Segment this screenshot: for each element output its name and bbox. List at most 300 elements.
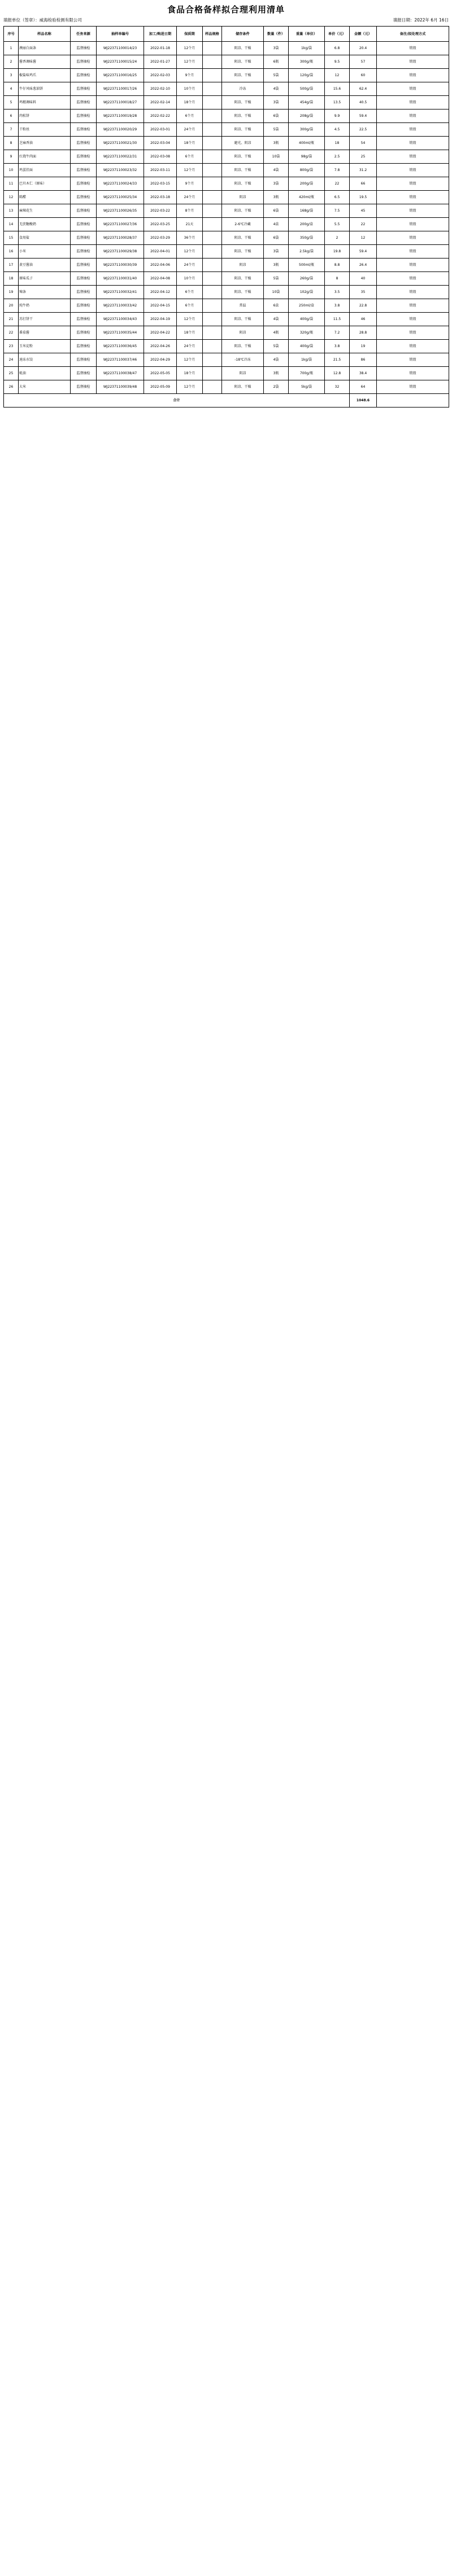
- table-row: [4, 177, 449, 191]
- table-row: [4, 245, 449, 259]
- sample-spec-cell: [203, 96, 222, 109]
- weight-cell: 454g/袋: [289, 96, 325, 109]
- column-header: 单价（元）: [325, 27, 350, 42]
- quantity-cell: 4袋: [264, 313, 289, 326]
- disposal-method-cell: 销毁: [377, 109, 449, 123]
- sample-name-cell: 大米: [19, 380, 71, 394]
- storage-condition-cell: 2-6℃冷藏: [222, 218, 264, 231]
- disposal-method-cell: 销毁: [377, 367, 449, 380]
- production-date-cell: 2022-05-09: [144, 380, 177, 394]
- task-source-cell: 监督抽检: [71, 353, 97, 367]
- sample-spec-cell: [203, 123, 222, 137]
- shelf-life-cell: 6个月: [177, 109, 203, 123]
- shelf-life-cell: 6个月: [177, 286, 203, 299]
- quantity-cell: 3瓶: [264, 191, 289, 204]
- table-row: [4, 286, 449, 299]
- unit-price-cell: 12: [325, 69, 350, 82]
- quantity-cell: 10袋: [264, 150, 289, 164]
- sampling-form-no-cell: WJ22371100036/45: [97, 340, 144, 353]
- sampling-form-no-cell: WJ22371100016/25: [97, 69, 144, 82]
- unit-price-cell: 7.2: [325, 326, 350, 340]
- sample-name-cell: 纯牛奶: [19, 299, 71, 313]
- storage-condition-cell: 避光、阴凉: [222, 137, 264, 150]
- quantity-cell: 4袋: [264, 164, 289, 177]
- disposal-method-cell: 销毁: [377, 245, 449, 259]
- table-row: [4, 218, 449, 231]
- production-date-cell: 2022-04-19: [144, 313, 177, 326]
- sample-name-cell: 玉米淀粉: [19, 340, 71, 353]
- quantity-cell: 4袋: [264, 82, 289, 96]
- quantity-cell: 6袋: [264, 231, 289, 245]
- amount-cell: 22.8: [350, 299, 377, 313]
- row-index-cell: 26: [4, 380, 19, 394]
- shelf-life-cell: 9个月: [177, 69, 203, 82]
- production-date-cell: 2022-04-08: [144, 272, 177, 286]
- sample-spec-cell: [203, 218, 222, 231]
- quantity-cell: 3袋: [264, 96, 289, 109]
- table-header-row: [4, 27, 449, 42]
- production-date-cell: 2022-03-22: [144, 204, 177, 218]
- sample-name-cell: 原味瓜子: [19, 272, 71, 286]
- sample-name-cell: 椒盐味鸡爪: [19, 69, 71, 82]
- unit-price-cell: 8: [325, 272, 350, 286]
- disposal-method-cell: 销毁: [377, 123, 449, 137]
- production-date-cell: 2022-04-22: [144, 326, 177, 340]
- weight-cell: 400ml/瓶: [289, 137, 325, 150]
- column-header: 序号: [4, 27, 19, 42]
- task-source-cell: 监督抽检: [71, 272, 97, 286]
- total-amount: 1048.6: [350, 394, 377, 408]
- disposal-method-cell: 销毁: [377, 177, 449, 191]
- production-date-cell: 2022-04-26: [144, 340, 177, 353]
- unit-price-cell: 5.5: [325, 218, 350, 231]
- quantity-cell: 5袋: [264, 123, 289, 137]
- row-index-cell: 19: [4, 286, 19, 299]
- weight-cell: 200g/袋: [289, 177, 325, 191]
- sampling-form-no-cell: WJ22371100037/46: [97, 353, 144, 367]
- table-row: [4, 326, 449, 340]
- sample-name-cell: 酱香调味酱: [19, 55, 71, 69]
- sampling-form-no-cell: WJ22371100033/42: [97, 299, 144, 313]
- table-row: [4, 123, 449, 137]
- sample-spec-cell: [203, 137, 222, 150]
- production-date-cell: 2022-04-01: [144, 245, 177, 259]
- storage-condition-cell: 阴凉: [222, 326, 264, 340]
- sample-spec-cell: [203, 380, 222, 394]
- row-index-cell: 17: [4, 259, 19, 272]
- task-source-cell: 监督抽检: [71, 340, 97, 353]
- row-index-cell: 2: [4, 55, 19, 69]
- table-row: [4, 82, 449, 96]
- unit-price-cell: 13.5: [325, 96, 350, 109]
- storage-condition-cell: 阴凉、干燥: [222, 55, 264, 69]
- production-date-cell: 2022-03-25: [144, 218, 177, 231]
- sample-spec-cell: [203, 204, 222, 218]
- sampling-form-no-cell: WJ22371100038/47: [97, 367, 144, 380]
- row-index-cell: 13: [4, 204, 19, 218]
- shelf-life-cell: 12个月: [177, 313, 203, 326]
- table-row: [4, 109, 449, 123]
- table-row: [4, 380, 449, 394]
- weight-cell: 102g/袋: [289, 286, 325, 299]
- unit-price-cell: 4.5: [325, 123, 350, 137]
- row-index-cell: 11: [4, 177, 19, 191]
- disposal-method-cell: 销毁: [377, 313, 449, 326]
- production-date-cell: 2022-04-29: [144, 353, 177, 367]
- production-date-cell: 2022-03-15: [144, 177, 177, 191]
- amount-cell: 19: [350, 340, 377, 353]
- storage-condition-cell: 阴凉、干燥: [222, 313, 264, 326]
- unit-price-cell: 32: [325, 380, 350, 394]
- reporting-unit: [3, 17, 82, 23]
- amount-cell: 66: [350, 177, 377, 191]
- production-date-cell: 2022-03-08: [144, 150, 177, 164]
- storage-condition-cell: 阴凉、干燥: [222, 177, 264, 191]
- storage-condition-cell: 阴凉、干燥: [222, 150, 264, 164]
- table-row: [4, 69, 449, 82]
- column-header: 数量（件）: [264, 27, 289, 42]
- sample-spec-cell: [203, 326, 222, 340]
- table-row: [4, 164, 449, 177]
- weight-cell: 800g/袋: [289, 164, 325, 177]
- sample-spec-cell: [203, 272, 222, 286]
- storage-condition-cell: 阴凉、干燥: [222, 69, 264, 82]
- production-date-cell: 2022-02-22: [144, 109, 177, 123]
- disposal-method-cell: 销毁: [377, 55, 449, 69]
- quantity-cell: 5袋: [264, 272, 289, 286]
- production-date-cell: 2022-01-27: [144, 55, 177, 69]
- sample-spec-cell: [203, 150, 222, 164]
- sample-name-cell: 麻辣花生: [19, 204, 71, 218]
- row-index-cell: 12: [4, 191, 19, 204]
- shelf-life-cell: 12个月: [177, 380, 203, 394]
- storage-condition-cell: 阴凉、干燥: [222, 380, 264, 394]
- sampling-form-no-cell: WJ22371100024/33: [97, 177, 144, 191]
- sample-name-cell: 小米: [19, 245, 71, 259]
- sample-spec-cell: [203, 42, 222, 55]
- unit-price-cell: 2: [325, 231, 350, 245]
- shelf-life-cell: 18个月: [177, 367, 203, 380]
- table-row: [4, 259, 449, 272]
- sample-spec-cell: [203, 191, 222, 204]
- production-date-cell: 2022-03-04: [144, 137, 177, 150]
- storage-condition-cell: 阴凉、干燥: [222, 272, 264, 286]
- shelf-life-cell: 12个月: [177, 353, 203, 367]
- amount-cell: 38.4: [350, 367, 377, 380]
- task-source-cell: 监督抽检: [71, 326, 97, 340]
- row-index-cell: 5: [4, 96, 19, 109]
- table-row: [4, 137, 449, 150]
- unit-price-cell: 6.5: [325, 191, 350, 204]
- row-index-cell: 23: [4, 340, 19, 353]
- sample-spec-cell: [203, 109, 222, 123]
- weight-cell: 2.5kg/袋: [289, 245, 325, 259]
- unit-price-cell: 19.8: [325, 245, 350, 259]
- row-index-cell: 9: [4, 150, 19, 164]
- column-header: 金额（元）: [350, 27, 377, 42]
- sample-name-cell: 红烧牛肉面: [19, 150, 71, 164]
- sample-spec-cell: [203, 367, 222, 380]
- amount-cell: 12: [350, 231, 377, 245]
- row-index-cell: 3: [4, 69, 19, 82]
- sampling-form-no-cell: WJ22371100023/32: [97, 164, 144, 177]
- table-row: [4, 191, 449, 204]
- table-row: [4, 340, 449, 353]
- sample-name-cell: 陈醋: [19, 191, 71, 204]
- row-index-cell: 22: [4, 326, 19, 340]
- storage-condition-cell: -18℃冷冻: [222, 353, 264, 367]
- sampling-form-no-cell: WJ22371100014/23: [97, 42, 144, 55]
- amount-cell: 60: [350, 69, 377, 82]
- unit-price-cell: 21.5: [325, 353, 350, 367]
- total-row: [4, 394, 449, 408]
- unit-price-cell: 3.8: [325, 299, 350, 313]
- sample-name-cell: 速冻水饺: [19, 353, 71, 367]
- disposal-method-cell: 销毁: [377, 69, 449, 82]
- storage-condition-cell: 阴凉、干燥: [222, 245, 264, 259]
- sampling-form-no-cell: WJ22371100032/41: [97, 286, 144, 299]
- disposal-method-cell: 销毁: [377, 340, 449, 353]
- quantity-cell: 10袋: [264, 286, 289, 299]
- sampling-form-no-cell: WJ22371100026/35: [97, 204, 144, 218]
- shelf-life-cell: 21天: [177, 218, 203, 231]
- table-row: [4, 299, 449, 313]
- sample-name-cell: 蚝油: [19, 367, 71, 380]
- sample-spec-cell: [203, 231, 222, 245]
- quantity-cell: 3袋: [264, 42, 289, 55]
- production-date-cell: 2022-04-15: [144, 299, 177, 313]
- sampling-form-no-cell: WJ22371100025/34: [97, 191, 144, 204]
- column-header: 抽样单编号: [97, 27, 144, 42]
- row-index-cell: 16: [4, 245, 19, 259]
- unit-price-cell: 3.8: [325, 340, 350, 353]
- sample-name-cell: 番茄酱: [19, 326, 71, 340]
- sample-name-cell: 黄豆酱油: [19, 259, 71, 272]
- production-date-cell: 2022-02-03: [144, 69, 177, 82]
- shelf-life-cell: 6个月: [177, 150, 203, 164]
- weight-cell: 1kg/袋: [289, 42, 325, 55]
- unit-price-cell: 11.5: [325, 313, 350, 326]
- storage-condition-cell: 阴凉、干燥: [222, 340, 264, 353]
- weight-cell: 250ml/盒: [289, 299, 325, 313]
- reporting-date-label: 填报日期：: [393, 17, 415, 23]
- amount-cell: 35: [350, 286, 377, 299]
- unit-price-cell: 6.8: [325, 42, 350, 55]
- shelf-life-cell: 18个月: [177, 137, 203, 150]
- weight-cell: 208g/袋: [289, 109, 325, 123]
- weight-cell: 120g/袋: [289, 69, 325, 82]
- amount-cell: 40.5: [350, 96, 377, 109]
- row-index-cell: 15: [4, 231, 19, 245]
- shelf-life-cell: 10个月: [177, 272, 203, 286]
- weight-cell: 400g/袋: [289, 313, 325, 326]
- row-index-cell: 21: [4, 313, 19, 326]
- task-source-cell: 监督抽检: [71, 123, 97, 137]
- table-row: [4, 42, 449, 55]
- sample-spec-cell: [203, 286, 222, 299]
- unit-price-cell: 7.5: [325, 204, 350, 218]
- disposal-method-cell: 销毁: [377, 299, 449, 313]
- disposal-method-cell: 销毁: [377, 42, 449, 55]
- column-header: 保质期: [177, 27, 203, 42]
- disposal-method-cell: 销毁: [377, 204, 449, 218]
- sample-spec-cell: [203, 313, 222, 326]
- task-source-cell: 监督抽检: [71, 367, 97, 380]
- sample-name-cell: 鸡蛋挂面: [19, 164, 71, 177]
- production-date-cell: 2022-02-14: [144, 96, 177, 109]
- amount-cell: 26.4: [350, 259, 377, 272]
- storage-condition-cell: 阴凉、干燥: [222, 164, 264, 177]
- disposal-method-cell: 销毁: [377, 286, 449, 299]
- storage-condition-cell: 阴凉、干燥: [222, 123, 264, 137]
- shelf-life-cell: 18个月: [177, 96, 203, 109]
- reporting-unit-name: 威海检验检测有限公司: [39, 17, 82, 23]
- table-row: [4, 231, 449, 245]
- sample-spec-cell: [203, 55, 222, 69]
- quantity-cell: 4瓶: [264, 326, 289, 340]
- task-source-cell: 监督抽检: [71, 109, 97, 123]
- row-index-cell: 1: [4, 42, 19, 55]
- task-source-cell: 监督抽检: [71, 164, 97, 177]
- weight-cell: 98g/袋: [289, 150, 325, 164]
- shelf-life-cell: 9个月: [177, 177, 203, 191]
- sample-spec-cell: [203, 340, 222, 353]
- sampling-form-no-cell: WJ22371100034/43: [97, 313, 144, 326]
- row-index-cell: 20: [4, 299, 19, 313]
- table-row: [4, 96, 449, 109]
- quantity-cell: 4袋: [264, 353, 289, 367]
- sampling-form-no-cell: WJ22371100015/24: [97, 55, 144, 69]
- disposal-method-cell: 销毁: [377, 353, 449, 367]
- disposal-method-cell: 销毁: [377, 272, 449, 286]
- shelf-life-cell: 24个月: [177, 259, 203, 272]
- quantity-cell: 6袋: [264, 204, 289, 218]
- sample-spec-cell: [203, 69, 222, 82]
- table-body: [4, 42, 449, 408]
- row-index-cell: 8: [4, 137, 19, 150]
- task-source-cell: 监督抽检: [71, 286, 97, 299]
- storage-condition-cell: 阴凉、干燥: [222, 231, 264, 245]
- disposal-method-cell: 销毁: [377, 164, 449, 177]
- disposal-method-cell: 销毁: [377, 380, 449, 394]
- quantity-cell: 5袋: [264, 340, 289, 353]
- quantity-cell: 2袋: [264, 380, 289, 394]
- sampling-form-no-cell: WJ22371100020/29: [97, 123, 144, 137]
- sampling-form-no-cell: WJ22371100039/48: [97, 380, 144, 394]
- unit-price-cell: 18: [325, 137, 350, 150]
- column-header: 任务来源: [71, 27, 97, 42]
- weight-cell: 300g/袋: [289, 123, 325, 137]
- production-date-cell: 2022-03-01: [144, 123, 177, 137]
- unit-price-cell: 12.8: [325, 367, 350, 380]
- table-row: [4, 353, 449, 367]
- task-source-cell: 监督抽检: [71, 82, 97, 96]
- sampling-form-no-cell: WJ22371100022/31: [97, 150, 144, 164]
- storage-condition-cell: 阴凉、干燥: [222, 109, 264, 123]
- amount-cell: 20.4: [350, 42, 377, 55]
- task-source-cell: 监督抽检: [71, 191, 97, 204]
- sample-name-cell: 干粉丝: [19, 123, 71, 137]
- unit-price-cell: 2.5: [325, 150, 350, 164]
- quantity-cell: 6瓶: [264, 55, 289, 69]
- task-source-cell: 监督抽检: [71, 55, 97, 69]
- amount-cell: 86: [350, 353, 377, 367]
- amount-cell: 28.8: [350, 326, 377, 340]
- sample-name-cell: 鸡精调味料: [19, 96, 71, 109]
- quantity-cell: 3袋: [264, 245, 289, 259]
- reporting-date-value: 2022年 6月 16日: [414, 17, 449, 23]
- shelf-life-cell: 24个月: [177, 340, 203, 353]
- row-index-cell: 18: [4, 272, 19, 286]
- disposal-method-cell: 销毁: [377, 231, 449, 245]
- sample-spec-cell: [203, 164, 222, 177]
- quantity-cell: 3袋: [264, 177, 289, 191]
- weight-cell: 1kg/袋: [289, 353, 325, 367]
- task-source-cell: 监督抽检: [71, 150, 97, 164]
- production-date-cell: 2022-02-10: [144, 82, 177, 96]
- total-remark: [377, 394, 449, 408]
- sample-spec-cell: [203, 245, 222, 259]
- sample-name-cell: 食用盐: [19, 231, 71, 245]
- amount-cell: 31.2: [350, 164, 377, 177]
- sample-name-cell: 无蔗糖酸奶: [19, 218, 71, 231]
- sampling-form-no-cell: WJ22371100035/44: [97, 326, 144, 340]
- weight-cell: 350g/袋: [289, 231, 325, 245]
- task-source-cell: 监督抽检: [71, 137, 97, 150]
- table-row: [4, 204, 449, 218]
- storage-condition-cell: 常温: [222, 299, 264, 313]
- task-source-cell: 监督抽检: [71, 380, 97, 394]
- amount-cell: 19.5: [350, 191, 377, 204]
- table-row: [4, 150, 449, 164]
- task-source-cell: 监督抽检: [71, 259, 97, 272]
- weight-cell: 500ml/瓶: [289, 259, 325, 272]
- shelf-life-cell: 12个月: [177, 55, 203, 69]
- production-date-cell: 2022-05-05: [144, 367, 177, 380]
- unit-price-cell: 22: [325, 177, 350, 191]
- row-index-cell: 4: [4, 82, 19, 96]
- quantity-cell: 3瓶: [264, 137, 289, 150]
- weight-cell: 200g/盒: [289, 218, 325, 231]
- amount-cell: 25: [350, 150, 377, 164]
- sample-spec-cell: [203, 353, 222, 367]
- row-index-cell: 25: [4, 367, 19, 380]
- amount-cell: 59.4: [350, 245, 377, 259]
- sampling-form-no-cell: WJ22371100028/37: [97, 231, 144, 245]
- weight-cell: 320g/瓶: [289, 326, 325, 340]
- reporting-unit-label: 填报单位（签章）：: [3, 17, 40, 23]
- amount-cell: 57: [350, 55, 377, 69]
- column-header: 备注/拟处理方式: [377, 27, 449, 42]
- unit-price-cell: 8.8: [325, 259, 350, 272]
- sample-spec-cell: [203, 177, 222, 191]
- storage-condition-cell: 阴凉: [222, 367, 264, 380]
- weight-cell: 5kg/袋: [289, 380, 325, 394]
- shelf-life-cell: 8个月: [177, 204, 203, 218]
- sample-spec-cell: [203, 82, 222, 96]
- storage-condition-cell: 阴凉、干燥: [222, 42, 264, 55]
- row-index-cell: 10: [4, 164, 19, 177]
- total-label: 合计: [4, 394, 350, 408]
- row-index-cell: 24: [4, 353, 19, 367]
- amount-cell: 64: [350, 380, 377, 394]
- table-row: [4, 313, 449, 326]
- table-row: [4, 55, 449, 69]
- quantity-cell: 6袋: [264, 109, 289, 123]
- task-source-cell: 监督抽检: [71, 231, 97, 245]
- sampling-form-no-cell: WJ22371100018/27: [97, 96, 144, 109]
- sample-spec-cell: [203, 299, 222, 313]
